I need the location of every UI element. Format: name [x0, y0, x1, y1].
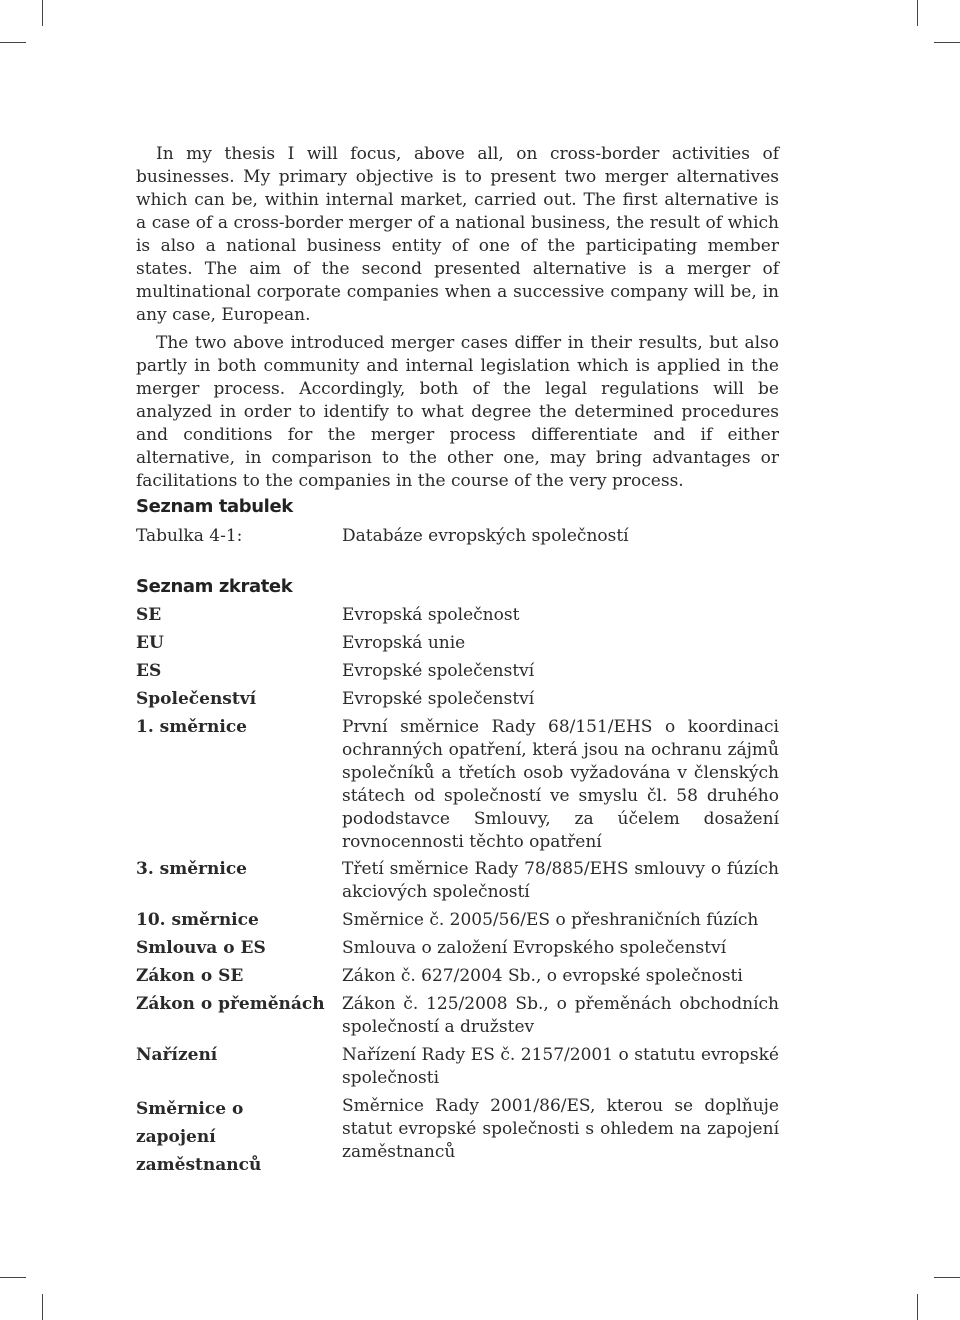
abbreviation-definition: Evropská společnost: [342, 605, 520, 625]
crop-mark: [917, 0, 918, 26]
crop-mark: [917, 1294, 918, 1320]
crop-mark: [42, 1294, 43, 1320]
abbreviation-definition: Třetí směrnice Rady 78/885/EHS smlouvy o fúzích akciových společností: [342, 859, 779, 902]
list-definition: Databáze evropských společností: [342, 526, 629, 546]
abbreviation-term: EU: [136, 633, 164, 653]
abbreviation-term: Zákon o přeměnách: [136, 994, 325, 1014]
abbreviation-definition: Směrnice č. 2005/56/ES o přeshraničních fúzích: [342, 910, 759, 930]
abbreviation-definition: Smlouva o založení Evropského společenství: [342, 938, 727, 958]
abbreviation-term: Směrnice o zapojení zaměstnanců: [136, 1099, 262, 1175]
abbreviation-term: Smlouva o ES: [136, 938, 266, 958]
abbreviation-term: Zákon o SE: [136, 966, 244, 986]
list-term: Tabulka 4-1:: [136, 526, 243, 546]
crop-mark: [0, 1277, 26, 1278]
abbreviation-definition: Zákon č. 627/2004 Sb., o evropské společnosti: [342, 966, 743, 986]
tables-heading: Seznam tabulek: [136, 496, 293, 517]
abbreviation-definition: Nařízení Rady ES č. 2157/2001 o statutu evropské společnosti: [342, 1045, 779, 1088]
crop-mark: [934, 42, 960, 43]
abbreviation-definition: Evropská unie: [342, 633, 466, 653]
abbreviation-term: 3. směrnice: [136, 859, 247, 879]
abbreviation-term: 1. směrnice: [136, 717, 247, 737]
abbreviations-heading: Seznam zkratek: [136, 576, 293, 597]
crop-mark: [934, 1277, 960, 1278]
abbreviation-definition: První směrnice Rady 68/151/EHS o koordinaci ochranných opatření, která jsou na ochranu zájmů společníků a třetích osob vyžadována v členských státech od společností ve smyslu čl. 58 druhého pododstavce Smlouvy, za účelem dosažení rovnocennosti těchto opatření: [342, 717, 779, 852]
abbreviation-term: Nařízení: [136, 1045, 218, 1065]
abstract-paragraph: The two above introduced merger cases differ in their results, but also partly in both community and internal legislation which is applied in the merger process. Accordingly, both of the legal regulations will be analyzed in order to identify to what degree the determined procedures and conditions for the merger process differentiate and if either alternative, in comparison to the other one, may bring advantages or facilitations to the companies in the course of the very process.: [136, 333, 779, 491]
abbreviation-definition: Zákon č. 125/2008 Sb., o přeměnách obchodních společností a družstev: [342, 994, 779, 1037]
abbreviation-term: ES: [136, 661, 162, 681]
abbreviation-definition: Evropské společenství: [342, 689, 535, 709]
abbreviation-definition: Směrnice Rady 2001/86/ES, kterou se doplňuje statut evropské společnosti s ohledem na zapojení zaměstnanců: [342, 1096, 779, 1162]
abstract: [136, 143, 779, 498]
crop-mark: [42, 0, 43, 26]
abstract-paragraph: In my thesis I will focus, above all, on cross-border activities of businesses. My primary objective is to present two merger alternatives which can be, within internal market, carried out. The first alternative is a case of a cross-border merger of a national business, the result of which is also a national business entity of one of the participating member states. The aim of the second presented alternative is a merger of multinational corporate companies when a successive company will be, in any case, European.: [136, 144, 779, 325]
abbreviation-term: Společenství: [136, 689, 257, 709]
abbreviation-term: 10. směrnice: [136, 910, 259, 930]
abbreviation-term: SE: [136, 605, 162, 625]
crop-mark: [0, 42, 26, 43]
abbreviation-definition: Evropské společenství: [342, 661, 535, 681]
